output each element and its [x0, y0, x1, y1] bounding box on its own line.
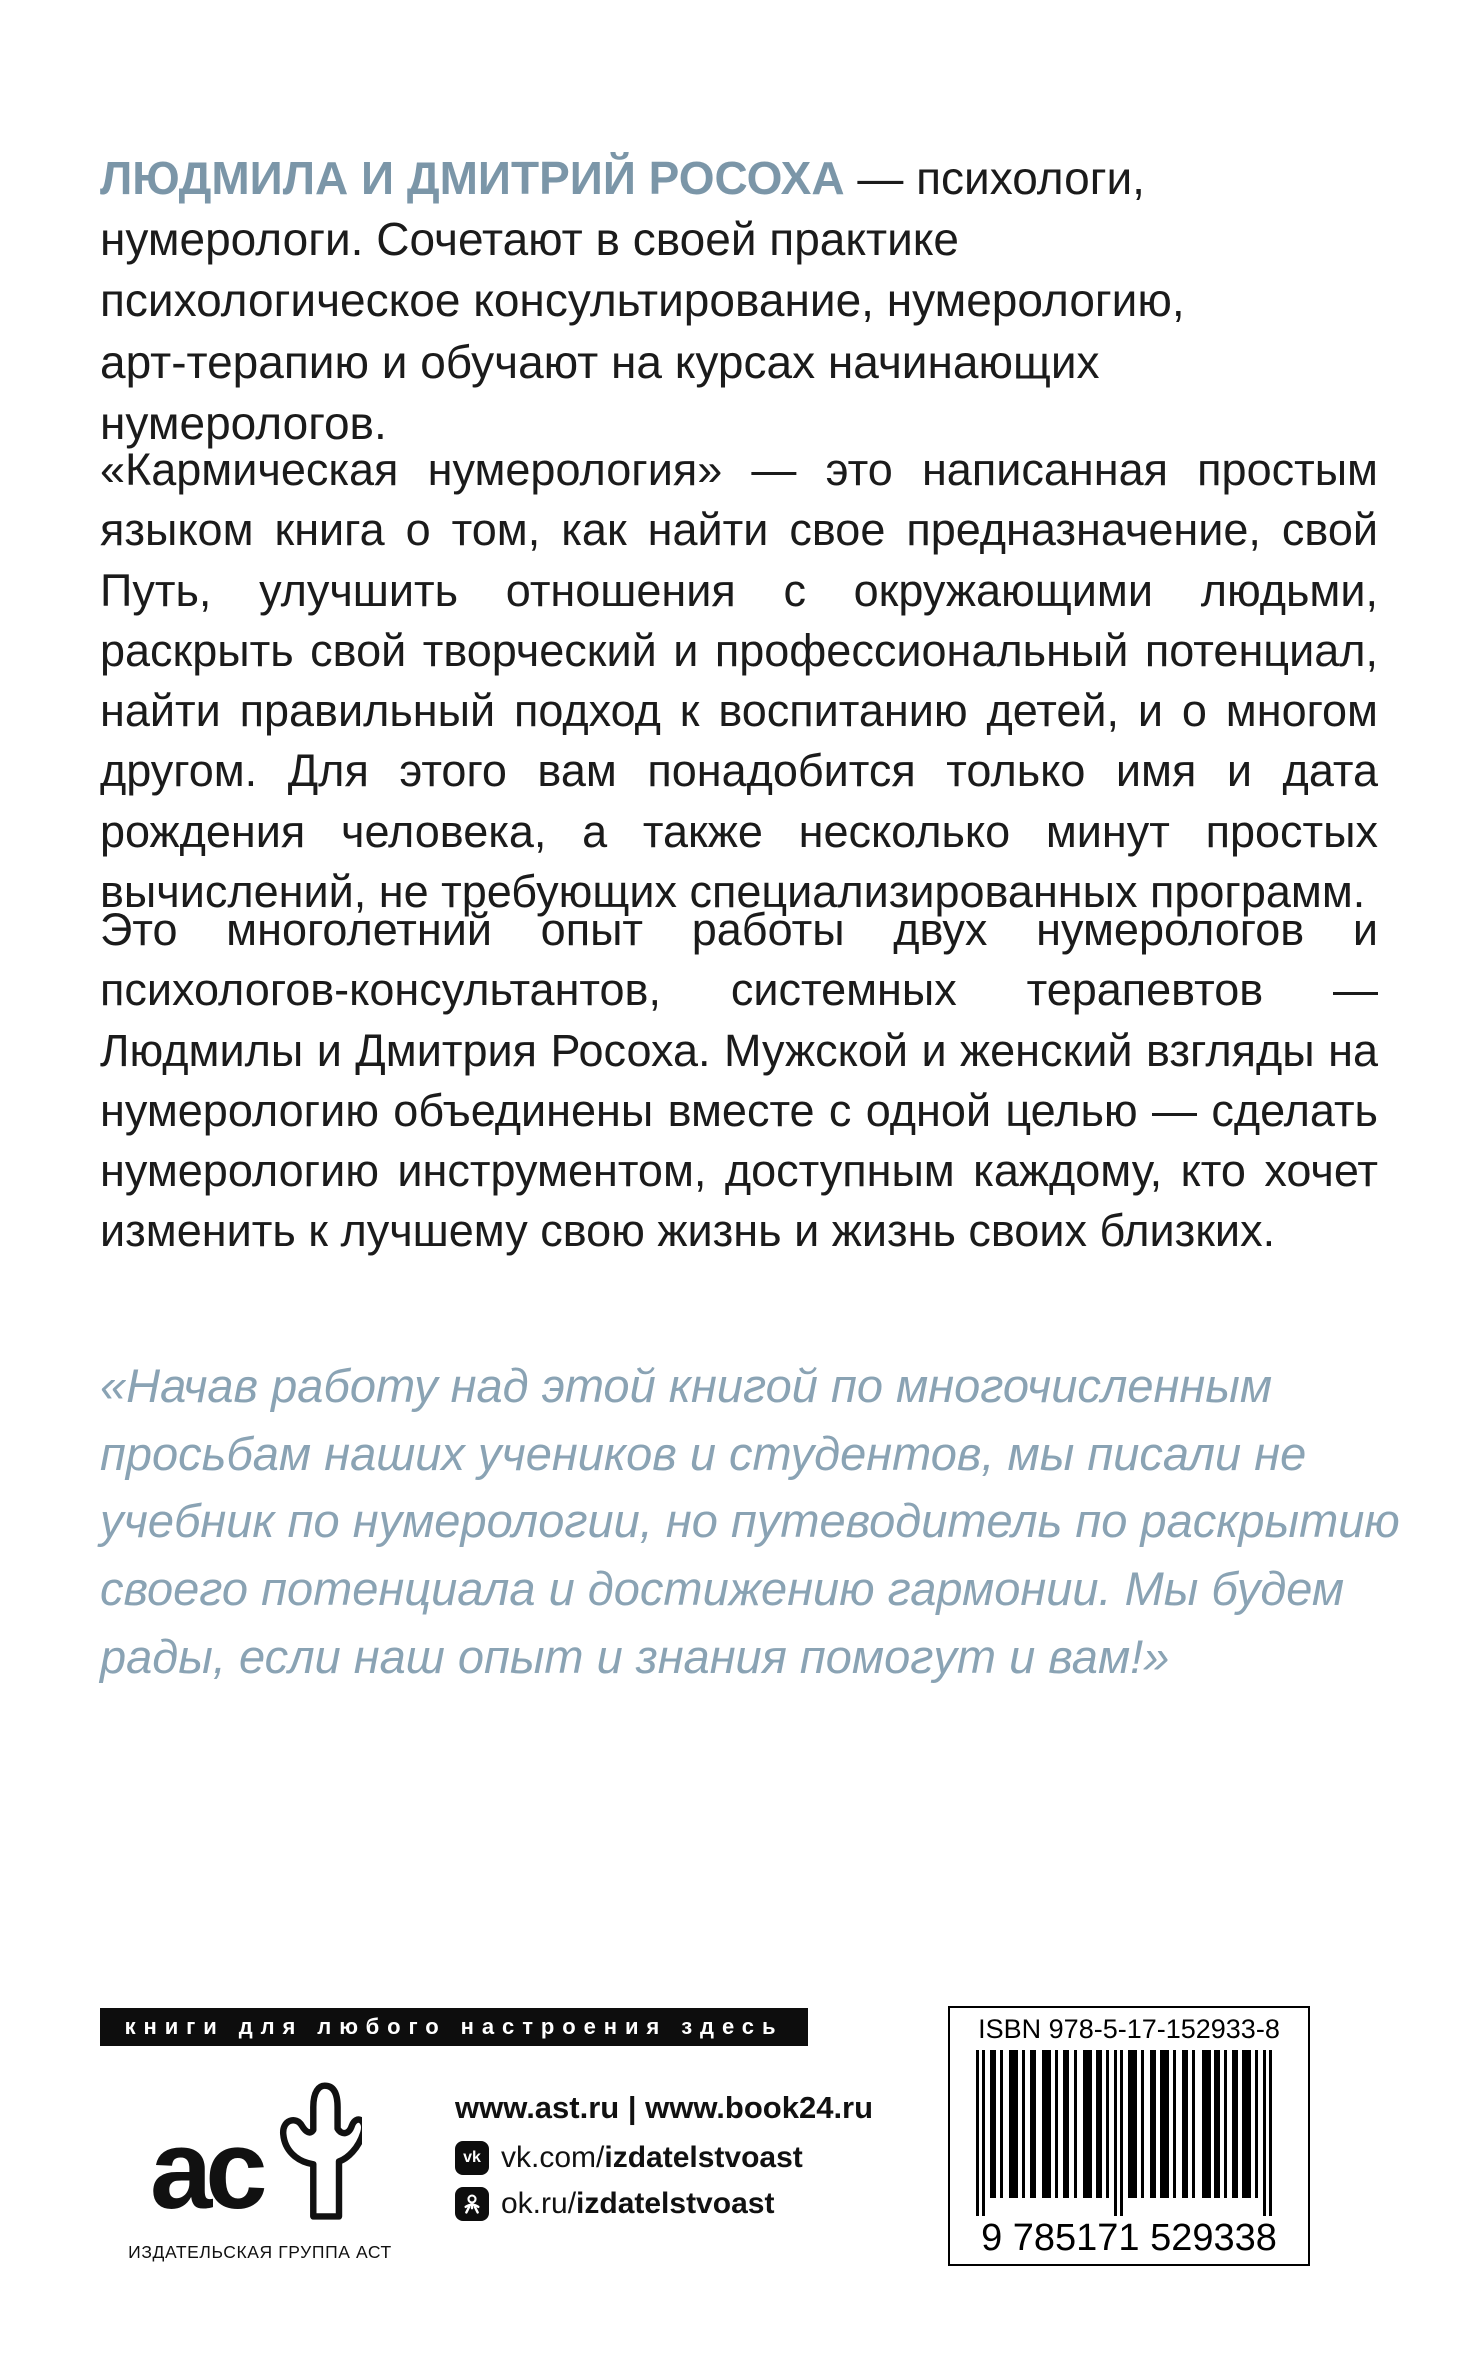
slogan-banner [100, 2008, 808, 2046]
isbn-digits: 9 785171 529338 [981, 2217, 1277, 2259]
vk-url [501, 2141, 803, 2175]
vk-icon [455, 2141, 489, 2175]
ok-url [501, 2187, 774, 2221]
ok-url-account: izdatelstvoast [576, 2187, 775, 2220]
authors-quote: «Начав работу над этой книгой по многочисленным просьбам наших учеников и студентов, мы писали не учебник по нумерологии, но путеводитель по раскрытию своего потенциала и достижению гармонии. Мы будем рады, если наш опыт и знания помогут и вам!» [100, 1359, 1400, 1683]
vk-link-line [455, 2140, 803, 2176]
ast-logo [150, 2070, 362, 2232]
annotation-paragraph-2: Это многолетний опыт работы двух нумерологов и психологов-консультантов, системных терапевтов — Людмилы и Дмитрия Росоха. Мужской и женский взгляды на нумерологию объединены вместе с одной целью — сделать нумерологию инструментом, доступным каждому, кто хочет изменить к лучшему свою жизнь и жизнь своих близких. [100, 904, 1378, 1257]
ok-link-line [455, 2186, 774, 2222]
publisher-websites: www.ast.ru | www.book24.ru [455, 2090, 874, 2125]
author-description: — психологи, нумерологи. Сочетают в своей практике психологическое консультирование, нумерологию, арт-терапию и обучают на курсах начинающих нумерологов. [100, 152, 1185, 449]
vk-url-prefix: vk.com/ [501, 2141, 605, 2174]
vk-icon-glyph: vk [463, 2149, 481, 2166]
cactus-trident-icon [276, 2070, 362, 2220]
isbn-label: ISBN 978-5-17-152933-8 [978, 2014, 1280, 2044]
publisher-label: ИЗДАТЕЛЬСКАЯ ГРУППА АСТ [128, 2242, 392, 2262]
ok-icon [455, 2187, 489, 2221]
isbn-box [948, 2006, 1310, 2266]
annotation-paragraph-1: «Кармическая нумерология» — это написанная простым языком книга о том, как найти свое предназначение, свой Путь, улучшить отношения с окружающими людьми, раскрыть свой творческий и профессиональный потенциал, найти правильный подход к воспитанию детей, и о многом другом. Для этого вам понадобится только имя и дата рождения человека, а также несколько минут простых вычислений, не требующих специализированных программ. [100, 444, 1378, 918]
ast-logo-letters: ас [150, 2107, 261, 2232]
author-bio [100, 148, 1265, 454]
vk-url-account: izdatelstvoast [604, 2141, 803, 2174]
ean-barcode [964, 2050, 1294, 2218]
ok-url-prefix: ok.ru/ [501, 2187, 577, 2220]
author-names: ЛЮДМИЛА И ДМИТРИЙ РОСОХА [100, 152, 845, 204]
slogan-text: книги для любого настроения здесь [124, 2014, 784, 2039]
